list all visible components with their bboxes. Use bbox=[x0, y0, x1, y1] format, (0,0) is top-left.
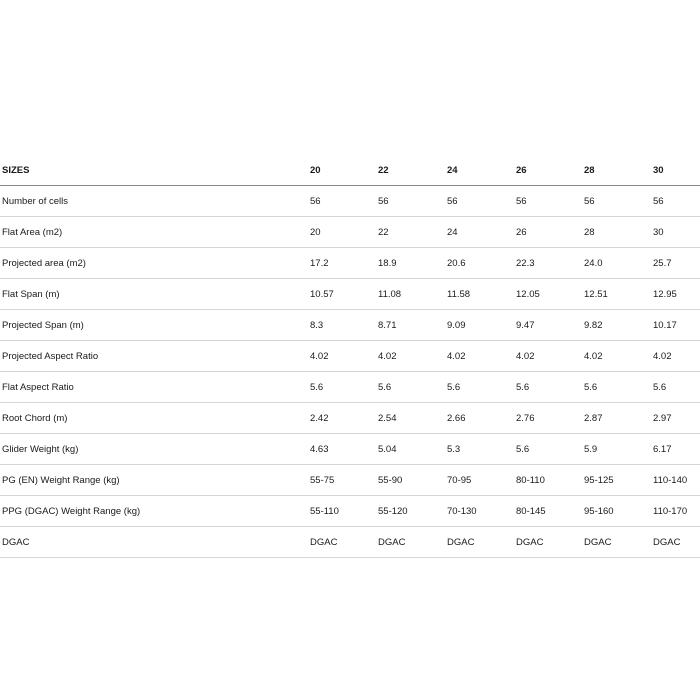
table-cell: 26 bbox=[514, 217, 582, 248]
table-cell: 20 bbox=[308, 217, 376, 248]
table-cell: 5.3 bbox=[445, 434, 514, 465]
table-cell: 28 bbox=[582, 217, 651, 248]
table-cell: 55-90 bbox=[376, 465, 445, 496]
table-cell: 17.2 bbox=[308, 248, 376, 279]
table-cell: 2.66 bbox=[445, 403, 514, 434]
table-row bbox=[0, 279, 700, 310]
table-row bbox=[0, 434, 700, 465]
header-size-26: 26 bbox=[514, 155, 582, 186]
table-cell: 56 bbox=[376, 186, 445, 217]
table-cell: 5.6 bbox=[445, 372, 514, 403]
table-cell: 12.95 bbox=[651, 279, 700, 310]
row-label: PG (EN) Weight Range (kg) bbox=[0, 465, 308, 496]
table-cell: 5.6 bbox=[376, 372, 445, 403]
table-cell: 24.0 bbox=[582, 248, 651, 279]
table-row bbox=[0, 496, 700, 527]
row-label: Flat Area (m2) bbox=[0, 217, 308, 248]
table-cell: 70-130 bbox=[445, 496, 514, 527]
table-cell: 11.08 bbox=[376, 279, 445, 310]
table-cell: 2.54 bbox=[376, 403, 445, 434]
table-row bbox=[0, 217, 700, 248]
table-cell: 5.04 bbox=[376, 434, 445, 465]
row-label: Projected Aspect Ratio bbox=[0, 341, 308, 372]
table-cell: 6.17 bbox=[651, 434, 700, 465]
table-cell: 2.76 bbox=[514, 403, 582, 434]
table-cell: 4.02 bbox=[514, 341, 582, 372]
table-cell: 5.6 bbox=[308, 372, 376, 403]
table-row bbox=[0, 248, 700, 279]
table-cell: 12.51 bbox=[582, 279, 651, 310]
row-label: Projected area (m2) bbox=[0, 248, 308, 279]
table-cell: DGAC bbox=[376, 527, 445, 558]
table-cell: 4.63 bbox=[308, 434, 376, 465]
table-cell: 110-170 bbox=[651, 496, 700, 527]
table-cell: 8.71 bbox=[376, 310, 445, 341]
table-cell: DGAC bbox=[514, 527, 582, 558]
table-cell: 22.3 bbox=[514, 248, 582, 279]
table-cell: 4.02 bbox=[582, 341, 651, 372]
table-cell: 4.02 bbox=[308, 341, 376, 372]
table-cell: 110-140 bbox=[651, 465, 700, 496]
table-cell: 5.6 bbox=[651, 372, 700, 403]
header-sizes: SIZES bbox=[0, 155, 308, 186]
table-cell: DGAC bbox=[308, 527, 376, 558]
table-cell: 70-95 bbox=[445, 465, 514, 496]
table-cell: DGAC bbox=[651, 527, 700, 558]
table-cell: 80-145 bbox=[514, 496, 582, 527]
table-row bbox=[0, 465, 700, 496]
table-cell: 25.7 bbox=[651, 248, 700, 279]
table-cell: 8.3 bbox=[308, 310, 376, 341]
header-size-30: 30 bbox=[651, 155, 700, 186]
table-cell: 56 bbox=[651, 186, 700, 217]
table-cell: DGAC bbox=[582, 527, 651, 558]
table-cell: 55-75 bbox=[308, 465, 376, 496]
table-row bbox=[0, 310, 700, 341]
header-size-22: 22 bbox=[376, 155, 445, 186]
table-cell: 9.09 bbox=[445, 310, 514, 341]
table-cell: 5.6 bbox=[514, 434, 582, 465]
table-cell: 80-110 bbox=[514, 465, 582, 496]
table-cell: 56 bbox=[514, 186, 582, 217]
row-label: Number of cells bbox=[0, 186, 308, 217]
table-cell: 9.47 bbox=[514, 310, 582, 341]
table-cell: 4.02 bbox=[445, 341, 514, 372]
table-cell: 55-120 bbox=[376, 496, 445, 527]
table-cell: 24 bbox=[445, 217, 514, 248]
row-label: Flat Aspect Ratio bbox=[0, 372, 308, 403]
table-cell: 56 bbox=[308, 186, 376, 217]
table-cell: 56 bbox=[582, 186, 651, 217]
table-cell: 30 bbox=[651, 217, 700, 248]
table-cell: 10.57 bbox=[308, 279, 376, 310]
table-cell: 5.6 bbox=[582, 372, 651, 403]
table-row bbox=[0, 186, 700, 217]
table-cell: 95-125 bbox=[582, 465, 651, 496]
table-cell: 5.9 bbox=[582, 434, 651, 465]
table-cell: DGAC bbox=[445, 527, 514, 558]
table-cell: 9.82 bbox=[582, 310, 651, 341]
table-cell: 20.6 bbox=[445, 248, 514, 279]
table-cell: 22 bbox=[376, 217, 445, 248]
table-cell: 4.02 bbox=[376, 341, 445, 372]
row-label: Projected Span (m) bbox=[0, 310, 308, 341]
header-size-24: 24 bbox=[445, 155, 514, 186]
table-row bbox=[0, 372, 700, 403]
table-cell: 2.97 bbox=[651, 403, 700, 434]
table-cell: 2.42 bbox=[308, 403, 376, 434]
table-cell: 95-160 bbox=[582, 496, 651, 527]
table-cell: 4.02 bbox=[651, 341, 700, 372]
table-cell: 10.17 bbox=[651, 310, 700, 341]
table-cell: 55-110 bbox=[308, 496, 376, 527]
row-label: Glider Weight (kg) bbox=[0, 434, 308, 465]
header-size-28: 28 bbox=[582, 155, 651, 186]
table-cell: 5.6 bbox=[514, 372, 582, 403]
row-label: Flat Span (m) bbox=[0, 279, 308, 310]
table-row bbox=[0, 527, 700, 558]
row-label: Root Chord (m) bbox=[0, 403, 308, 434]
table-row bbox=[0, 403, 700, 434]
table-cell: 18.9 bbox=[376, 248, 445, 279]
header-size-20: 20 bbox=[308, 155, 376, 186]
row-label: PPG (DGAC) Weight Range (kg) bbox=[0, 496, 308, 527]
table-header-row bbox=[0, 155, 700, 186]
table-cell: 2.87 bbox=[582, 403, 651, 434]
table-cell: 12.05 bbox=[514, 279, 582, 310]
row-label: DGAC bbox=[0, 527, 308, 558]
table-cell: 56 bbox=[445, 186, 514, 217]
sizes-spec-table bbox=[0, 155, 700, 558]
table-row bbox=[0, 341, 700, 372]
table-cell: 11.58 bbox=[445, 279, 514, 310]
